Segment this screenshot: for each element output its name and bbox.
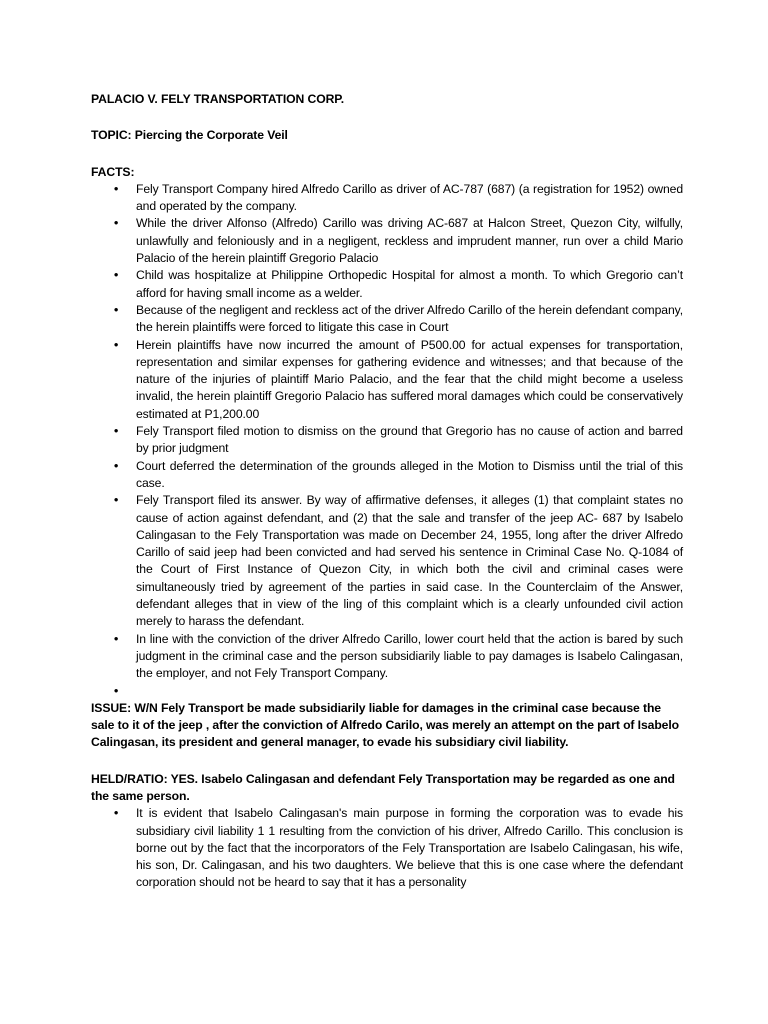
- bullet-icon: •: [114, 631, 119, 646]
- facts-heading: FACTS:: [91, 164, 135, 179]
- fact-text: Fely Transport filed its answer. By way of affirmative defenses, it alleges (1) that complaint states no cause of action against defendant, and (2) that the sale and transfer of the jeep AC- 687 by Isabelo Calingasan to the Fely Transportation was made on December 24, 1955, long after the driver Alfredo Carillo of said jeep had been convicted and had served his sentence in Criminal Case No. Q-1084 of the Court of First Instance of Quezon City, in which both the civil and criminal cases were simultaneously tried by agreement of the parties in said case. In the Counterclaim of the Answer, defendant alleges that in view of the ling of this complaint which is a clearly unfounded civil action merely to harass the defendant.: [136, 493, 683, 629]
- case-title: PALACIO V. FELY TRANSPORTATION CORP.: [91, 92, 345, 106]
- bullet-icon: •: [114, 302, 119, 317]
- held-paragraph: HELD/RATIO: YES. Isabelo Calingasan and defendant Fely Transportation may be regarded as one and the same person.: [91, 771, 675, 803]
- list-item: [91, 337, 683, 423]
- fact-text: While the driver Alfonso (Alfredo) Carillo was driving AC-687 at Halcon Street, Quezon City, wilfully, unlawfully and feloniously and in a negligent, reckless and imprudent manner, run over a child Mario Palacio of the herein plaintiff Gregorio Palacio: [136, 216, 683, 266]
- bullet-icon: •: [114, 268, 119, 283]
- list-item: [91, 683, 683, 700]
- fact-text: In line with the conviction of the driver Alfredo Carillo, lower court held that the action is bared by such judgment in the criminal case and the person subsidiarily liable to pay damages is Isabelo Calingasan, the employer, and not Fely Transport Company.: [136, 631, 683, 681]
- case-topic: TOPIC: Piercing the Corporate Veil: [91, 128, 288, 143]
- bullet-icon: •: [114, 493, 119, 508]
- bullet-icon: •: [114, 806, 119, 821]
- fact-text: Child was hospitalize at Philippine Orthopedic Hospital for almost a month. To which Gregorio can’t afford for having small income as a welder.: [136, 268, 683, 300]
- list-item: [91, 631, 683, 683]
- fact-text: Fely Transport filed motion to dismiss on the ground that Gregorio has no cause of action and barred by prior judgment: [136, 424, 683, 456]
- ratio-text: It is evident that Isabelo Calingasan's main purpose in forming the corporation was to evade his subsidiary civil liability 1 1 resulting from the conviction of his driver, Alfredo Carillo. This conclusion is borne out by the fact that the incorporators of the Fely Transportation are Isabelo Calingasan, his wife, his son, Dr. Calingasan, and his two daughters. We believe that this is one case where the defendant corporation should not be heard to say that it has a personality: [136, 806, 683, 890]
- bullet-icon: •: [114, 458, 119, 473]
- facts-list: [91, 181, 683, 700]
- list-item: [91, 805, 683, 891]
- bullet-icon: •: [114, 683, 119, 698]
- issue-paragraph: ISSUE: W/N Fely Transport be made subsidiarily liable for damages in the criminal case because the sale to it of the jeep , after the conviction of Alfredo Carilo, was merely an attempt on the part of Isabelo Calingasan, its president and general manager, to evade his subsidiary civil liability.: [91, 700, 679, 750]
- list-item: [91, 181, 683, 216]
- list-item: [91, 215, 683, 267]
- bullet-icon: •: [114, 424, 119, 439]
- list-item: [91, 492, 683, 630]
- fact-text: Court deferred the determination of the grounds alleged in the Motion to Dismiss until the trial of this case.: [136, 458, 683, 490]
- list-item: [91, 458, 683, 493]
- fact-text: Herein plaintiffs have now incurred the amount of P500.00 for actual expenses for transportation, representation and similar expenses for gathering evidence and witnesses; and that because of the nature of the injuries of plaintiff Mario Palacio, and the fear that the child might become a useless invalid, the herein plaintiff Gregorio Palacio has suffered moral damages which could be conservatively estimated at P1,200.00: [136, 337, 683, 421]
- fact-text: [136, 683, 683, 700]
- document-body: [91, 91, 683, 892]
- list-item: [91, 302, 683, 337]
- bullet-icon: •: [114, 216, 119, 231]
- fact-text: Because of the negligent and reckless act of the driver Alfredo Carillo of the herein defendant company, the herein plaintiffs were forced to litigate this case in Court: [136, 302, 683, 335]
- fact-text: Fely Transport Company hired Alfredo Carillo as driver of AC-787 (687) (a registration for 1952) owned and operated by the company.: [136, 181, 683, 214]
- list-item: [91, 267, 683, 302]
- ratio-list: [91, 805, 683, 891]
- bullet-icon: •: [114, 337, 119, 352]
- list-item: [91, 423, 683, 458]
- bullet-icon: •: [114, 181, 119, 196]
